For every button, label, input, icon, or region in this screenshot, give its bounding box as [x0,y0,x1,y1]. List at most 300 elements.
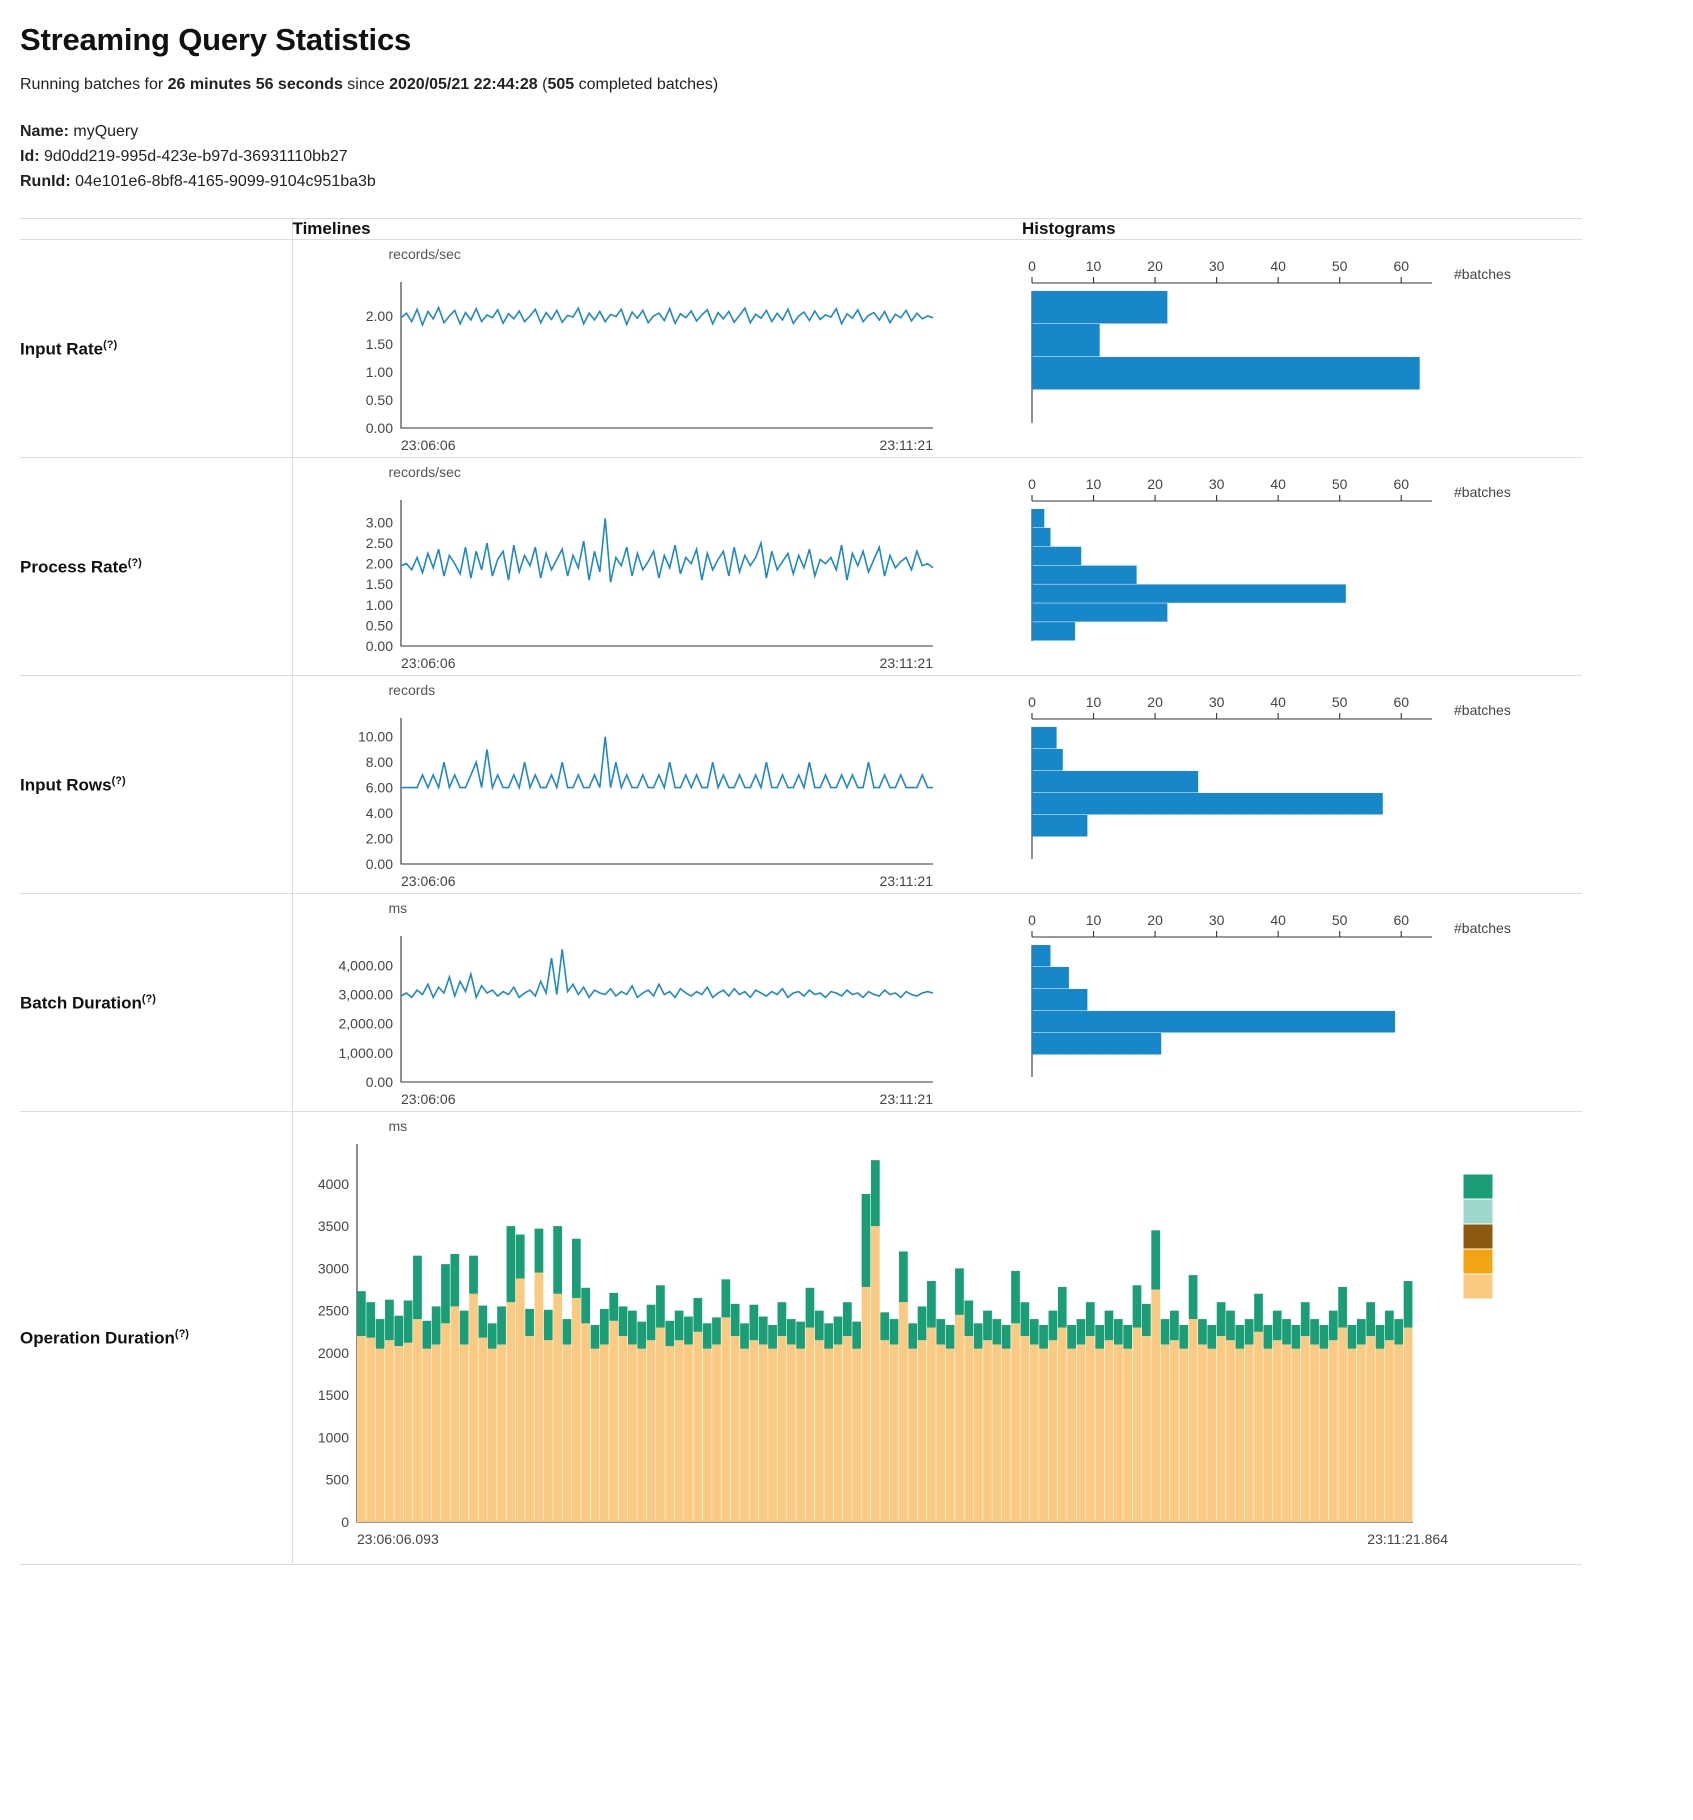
stacked-bar-segment [637,1349,646,1522]
row-label-text: Input Rate [20,339,104,359]
stacked-bar-segment [1095,1349,1104,1522]
stacked-bar-segment [674,1311,683,1341]
y-tick-label: 0.00 [365,638,393,655]
help-icon[interactable]: (?) [141,992,156,1005]
x-tick-start: 23:06:06 [400,437,455,454]
stacked-bar-segment [665,1347,674,1523]
stacked-bar-segment [403,1301,412,1343]
y-tick-label: 0.00 [365,420,393,437]
x-tick-label: 10 [1085,476,1102,493]
stacked-bar-segment [628,1345,637,1523]
stacked-bar-segment [394,1347,403,1523]
stacked-bar-segment [1328,1311,1337,1341]
x-tick-start: 23:06:06 [400,655,455,672]
y-tick-label: 3.00 [365,514,393,531]
legend-swatch-addBatch[interactable] [1463,1174,1493,1199]
stacked-bar-segment [1076,1345,1085,1523]
stacked-bar-segment [590,1325,599,1349]
stacked-bar-segment [1263,1349,1272,1522]
stacked-bar-segment [1384,1341,1393,1523]
x-tick-label: 50 [1331,912,1348,929]
stacked-bar-segment [721,1318,730,1523]
cell-input-rows-histogram [1022,676,1582,894]
table-row [20,1112,1582,1565]
x-axis-labels [1028,694,1432,719]
stacked-bar-segment [983,1341,992,1523]
x-tick-label: 40 [1270,258,1286,275]
histogram-bar [1032,291,1167,324]
stacked-bar-segment [936,1345,945,1523]
stacked-bar-segment [487,1349,496,1522]
y-tick-label: 1.50 [365,336,393,353]
x-tick-start: 23:06:06 [400,1091,455,1108]
batches-axis-label: #batches [1454,920,1511,937]
row-label-input-rate [20,240,292,458]
stacked-bar-segment [1123,1325,1132,1349]
query-runid-label: RunId: [20,172,71,190]
stacked-bar-segment [1067,1349,1076,1522]
stacked-bar-segment [693,1298,702,1332]
histogram-bar [1032,793,1383,815]
x-tick-label: 60 [1393,912,1410,929]
stacked-bar-segment [908,1324,917,1349]
process-rate-timeline-chart [293,480,993,675]
cell-process-rate-timeline [292,458,1022,676]
stacked-bar-segment [413,1319,422,1522]
stacked-bar-segment [609,1293,618,1321]
stacked-bar-segment [1207,1325,1216,1349]
stacked-bar-segment [768,1349,777,1522]
stacked-bar-segment [1254,1332,1263,1522]
stacked-bar-segment [814,1311,823,1341]
y-tick-label: 2.50 [365,535,393,552]
stacked-bar-segment [1011,1324,1020,1523]
stacked-bar-segment [786,1319,795,1344]
stacked-bar-segment [1039,1325,1048,1349]
stacked-bar-segment [824,1349,833,1522]
stacked-bar-segment [1179,1325,1188,1349]
stacked-bar-segment [646,1341,655,1523]
stacked-bar-segment [1282,1319,1291,1344]
stacked-bar-segment [1282,1345,1291,1523]
stacked-bar-segment [1356,1345,1365,1523]
stacked-bar-segment [917,1307,926,1341]
stacked-bar-segment [1216,1336,1225,1522]
x-tick-label: 0 [1028,258,1036,275]
batches-axis-label: #batches [1454,702,1511,719]
stacked-bar-segment [1347,1325,1356,1349]
stacked-bar-segment [1113,1319,1122,1344]
y-tick-label: 3500 [317,1218,349,1235]
x-tick-label: 40 [1270,694,1286,711]
stacked-bar-segment [628,1311,637,1345]
stacked-bar-segment [955,1315,964,1522]
timeline-series [401,308,933,325]
y-tick-label: 8.00 [365,754,393,771]
stacked-bar-segment [543,1341,552,1523]
stacked-bar-segment [880,1341,889,1523]
header-blank [20,219,292,240]
stacked-bar-segment [1170,1341,1179,1523]
stacked-bar-segment [1375,1325,1384,1349]
axes [401,718,933,864]
x-tick-label: 30 [1208,912,1225,929]
axes [401,500,933,646]
stacked-bar-segment [357,1292,366,1337]
stacked-bar-segment [899,1252,908,1303]
x-tick-end: 23:11:21 [879,655,933,672]
stacked-bar-segment [543,1310,552,1340]
query-name-row [20,120,1673,145]
stacked-bar-segment [796,1349,805,1522]
y-tick-label: 2.00 [365,308,393,325]
stacked-bar-segment [917,1341,926,1523]
stacked-bar-segment [599,1345,608,1523]
stacked-bar-segment [1029,1319,1038,1344]
stacked-bar-segment [497,1345,506,1523]
stacked-bar-segment [1085,1336,1094,1522]
histogram-bars [1032,291,1420,390]
stacked-bar-segment [833,1345,842,1523]
stacked-bar-segment [870,1161,879,1227]
x-tick-end: 23:11:21 [879,437,933,454]
stacked-bar-segment [1104,1341,1113,1523]
help-icon[interactable]: (?) [127,556,142,569]
start-timestamp: 2020/05/21 22:44:28 [389,76,538,93]
stacked-bar-segment [459,1311,468,1345]
stacked-bar-segment [553,1294,562,1522]
help-icon[interactable]: (?) [174,1328,189,1341]
stacked-bar-segment [618,1307,627,1337]
table-header-row [20,219,1582,240]
query-runid-value: 04e101e6-8bf8-4165-9099-9104c951ba3b [75,172,376,190]
stacked-bar-segment [403,1343,412,1522]
x-tick-label: 30 [1208,694,1225,711]
x-tick-start: 23:06:06 [400,873,455,890]
histogram-bar [1032,528,1050,546]
stacked-bar-segment [1244,1345,1253,1523]
stacked-bar-segment [1291,1349,1300,1522]
x-tick-label: 20 [1147,258,1163,275]
legend-swatch-getBatch[interactable] [1463,1199,1493,1224]
x-tick-label: 30 [1208,258,1225,275]
stacked-bar-segment [712,1318,721,1345]
x-axis-labels [1028,258,1432,283]
stacked-bar-segment [385,1341,394,1523]
input-rows-timeline-chart [293,698,993,893]
stacked-bar-segment [861,1287,870,1522]
stacked-bar-segment [1095,1325,1104,1349]
stacked-bar-segment [964,1301,973,1337]
stacked-bar-segment [927,1281,936,1328]
stacked-bar-segment [852,1349,861,1522]
row-label-batch-duration [20,894,292,1112]
batches-axis-label: #batches [1454,484,1511,501]
stacked-bar-segment [1272,1311,1281,1341]
input-rows-unit: records [388,682,436,699]
header-timelines: Timelines [292,219,1022,240]
stacked-bar-segment [1226,1341,1235,1523]
stacked-bar-segment [1403,1328,1412,1522]
input-rows-histogram-chart [1022,687,1542,882]
table-row [20,240,1582,458]
stacked-bar-segment [1254,1294,1263,1332]
stacked-bar-segment [469,1256,478,1294]
stacked-bar-segment [1198,1319,1207,1344]
stacked-bar-segment [1179,1349,1188,1522]
stacked-bar-segment [684,1317,693,1345]
query-name-value: myQuery [73,123,139,140]
y-tick-label: 0 [340,1514,349,1531]
stacked-bar-segment [497,1307,506,1345]
y-tick-label: 0.50 [365,617,393,634]
stacked-bar-segment [1132,1286,1141,1328]
histogram-bars [1032,509,1346,641]
stacked-bar-segment [693,1332,702,1522]
batch-duration-histogram-chart [1022,905,1542,1100]
histogram-bar [1032,585,1346,603]
stacked-bar-segment [441,1324,450,1523]
x-tick-label: 50 [1331,258,1348,275]
stacked-bar-segment [1235,1349,1244,1522]
y-tick-label: 2.00 [365,556,393,573]
query-metadata [20,120,1673,194]
stacked-bar-segment [1151,1290,1160,1523]
stacked-bar-segment [730,1336,739,1522]
running-batches-summary [20,76,1673,94]
y-tick-label: 4,000.00 [338,957,393,974]
stacked-bar-segment [805,1288,814,1328]
stacked-bars [357,1161,1412,1523]
y-tick-label: 6.00 [365,780,393,797]
stacked-bar-segment [1403,1281,1412,1328]
x-tick-label: 60 [1393,258,1410,275]
stacked-bar-segment [749,1341,758,1523]
y-axis-labels [317,1176,348,1530]
header-histograms: Histograms [1022,219,1582,240]
stacked-bar-segment [712,1345,721,1523]
legend-swatch-queryPlanning[interactable] [1463,1224,1493,1249]
stacked-bar-segment [1328,1341,1337,1523]
stacked-bar-segment [656,1328,665,1522]
stacked-bar-segment [562,1345,571,1523]
stacked-bar-segment [824,1324,833,1349]
stacked-bar-segment [441,1265,450,1324]
x-axis-labels [1028,912,1432,937]
timeline-series [401,519,933,583]
axes [401,282,933,428]
stacked-bar-segment [1198,1345,1207,1523]
y-tick-label: 1.50 [365,576,393,593]
stacked-bar-segment [684,1345,693,1523]
row-label-text: Input Rows [20,775,112,795]
table-row [20,894,1582,1112]
stacked-bar-segment [1319,1349,1328,1522]
x-tick-label: 50 [1331,476,1348,493]
stacked-bar-segment [899,1303,908,1523]
help-icon[interactable]: (?) [111,774,126,787]
stacked-bar-segment [1113,1345,1122,1523]
y-tick-label: 2,000.00 [338,1016,393,1033]
stacked-bar-segment [553,1226,562,1294]
stacked-bar-segment [1076,1319,1085,1344]
stacked-bar-segment [590,1349,599,1522]
stacked-bar-segment [385,1300,394,1341]
stacked-bar-segment [936,1319,945,1344]
x-tick-end: 23:11:21 [879,1091,933,1108]
stacked-bar-segment [992,1345,1001,1523]
stacked-bar-segment [889,1319,898,1344]
y-tick-label: 3000 [317,1260,349,1277]
timeline-series [401,950,933,998]
histogram-bars [1032,945,1395,1055]
legend-swatch-walCommit[interactable] [1463,1274,1493,1299]
stacked-bar-segment [1123,1349,1132,1522]
stacked-bar-segment [515,1235,524,1279]
stacked-bar-segment [609,1321,618,1522]
legend-swatch-triggerExecution[interactable] [1463,1249,1493,1274]
histogram-bar [1032,509,1044,527]
stacked-bar-segment [506,1303,515,1523]
stacked-bar-segment [758,1317,767,1345]
stacked-bar-segment [581,1324,590,1523]
stacked-bar-segment [515,1279,524,1522]
y-axis-labels [365,308,392,436]
stacked-bar-segment [908,1349,917,1522]
stacked-bar-segment [525,1336,534,1522]
x-axis-labels [1028,476,1432,501]
stacked-bar-segment [945,1349,954,1522]
subtitle-mid: since [342,76,390,93]
stacked-bar-segment [478,1306,487,1338]
stacked-bar-segment [777,1303,786,1337]
x-tick-label: 10 [1085,694,1102,711]
x-tick-label: 40 [1270,476,1286,493]
stacked-bar-segment [656,1286,665,1328]
histogram-bar [1032,967,1069,989]
y-tick-label: 4000 [317,1176,349,1193]
stacked-bar-segment [973,1324,982,1349]
stacked-bar-segment [534,1273,543,1522]
x-tick-end: 23:11:21.864 [1366,1531,1448,1548]
y-axis-labels [338,958,393,1091]
stacked-bar-segment [1366,1303,1375,1337]
stacked-bar-segment [1375,1349,1384,1522]
statistics-table [20,218,1582,1565]
stacked-bar-segment [1310,1345,1319,1523]
stacked-bar-segment [1160,1345,1169,1523]
help-icon[interactable]: (?) [103,338,118,351]
stacked-bar-segment [1001,1349,1010,1522]
histogram-bar [1032,749,1063,771]
stacked-bar-segment [394,1316,403,1346]
y-tick-label: 1.00 [365,364,393,381]
stacked-bar-segment [1104,1311,1113,1341]
stacked-bar-segment [674,1341,683,1523]
stacked-bar-segment [983,1311,992,1341]
stacked-bar-segment [375,1319,384,1349]
y-tick-label: 4.00 [365,805,393,822]
histogram-bar [1032,566,1137,584]
stacked-bar-segment [1310,1319,1319,1344]
subtitle-open-paren: ( [537,76,548,93]
stacked-bar-segment [973,1349,982,1522]
query-id-row [20,145,1673,170]
row-label-operation-duration [20,1112,292,1565]
x-tick-end: 23:11:21 [879,873,933,890]
stacked-bar-segment [1085,1303,1094,1337]
y-tick-label: 1000 [317,1429,349,1446]
stacked-bar-segment [740,1349,749,1522]
histogram-bar [1032,945,1050,967]
stacked-bar-segment [487,1324,496,1349]
stacked-bar-segment [1291,1325,1300,1349]
stacked-bar-segment [955,1269,964,1316]
completed-batch-count: 505 [547,76,575,93]
y-tick-label: 10.00 [357,729,393,746]
table-row [20,458,1582,676]
stacked-bar-segment [431,1307,440,1345]
stacked-bar-segment [1057,1287,1066,1328]
stacked-bar-segment [1244,1319,1253,1344]
stacked-bar-segment [1029,1345,1038,1523]
stacked-bar-segment [1057,1328,1066,1522]
query-id-value: 9d0dd219-995d-423e-b97d-36931110bb27 [44,147,348,165]
stacked-bar-segment [1226,1311,1235,1341]
stacked-bar-segment [1300,1336,1309,1522]
stacked-bar-segment [459,1345,468,1523]
stacked-bar-segment [1347,1349,1356,1522]
stacked-bar-segment [1300,1303,1309,1337]
stacked-bar-segment [1001,1325,1010,1349]
histogram-bar [1032,547,1081,565]
stacked-bar-segment [1039,1349,1048,1522]
input-rate-unit: records/sec [388,246,461,263]
stacked-bar-segment [1188,1276,1197,1320]
subtitle-tail: completed batches) [574,76,719,93]
stacked-bar-segment [1207,1349,1216,1522]
stacked-bar-segment [1384,1311,1393,1341]
stacked-bar-segment [945,1325,954,1349]
stacked-bar-segment [1011,1271,1020,1323]
stacked-bar-segment [1366,1336,1375,1522]
stacked-bar-segment [749,1305,758,1341]
process-rate-histogram-chart [1022,469,1542,664]
x-tick-label: 20 [1147,476,1163,493]
stacked-bar-segment [1272,1341,1281,1523]
stacked-bar-segment [1132,1328,1141,1522]
histogram-bar [1032,1011,1395,1033]
stacked-bar-segment [469,1294,478,1522]
y-tick-label: 2.00 [365,830,393,847]
query-runid-row [20,170,1673,195]
histogram-bar [1032,357,1420,390]
batches-axis-label: #batches [1454,266,1511,283]
stacked-bar-segment [842,1336,851,1522]
stacked-bar-segment [366,1303,375,1339]
stacked-bar-segment [702,1324,711,1349]
x-tick-label: 10 [1085,258,1102,275]
histogram-bar [1032,771,1198,793]
y-axis-labels [357,729,392,872]
stacked-bar-segment [1235,1325,1244,1349]
stacked-bar-segment [758,1345,767,1523]
x-tick-label: 20 [1147,912,1163,929]
row-label-text: Batch Duration [20,993,142,1013]
stacked-bar-segment [366,1338,375,1522]
stacked-bar-segment [702,1349,711,1522]
query-name-label: Name: [20,123,69,140]
